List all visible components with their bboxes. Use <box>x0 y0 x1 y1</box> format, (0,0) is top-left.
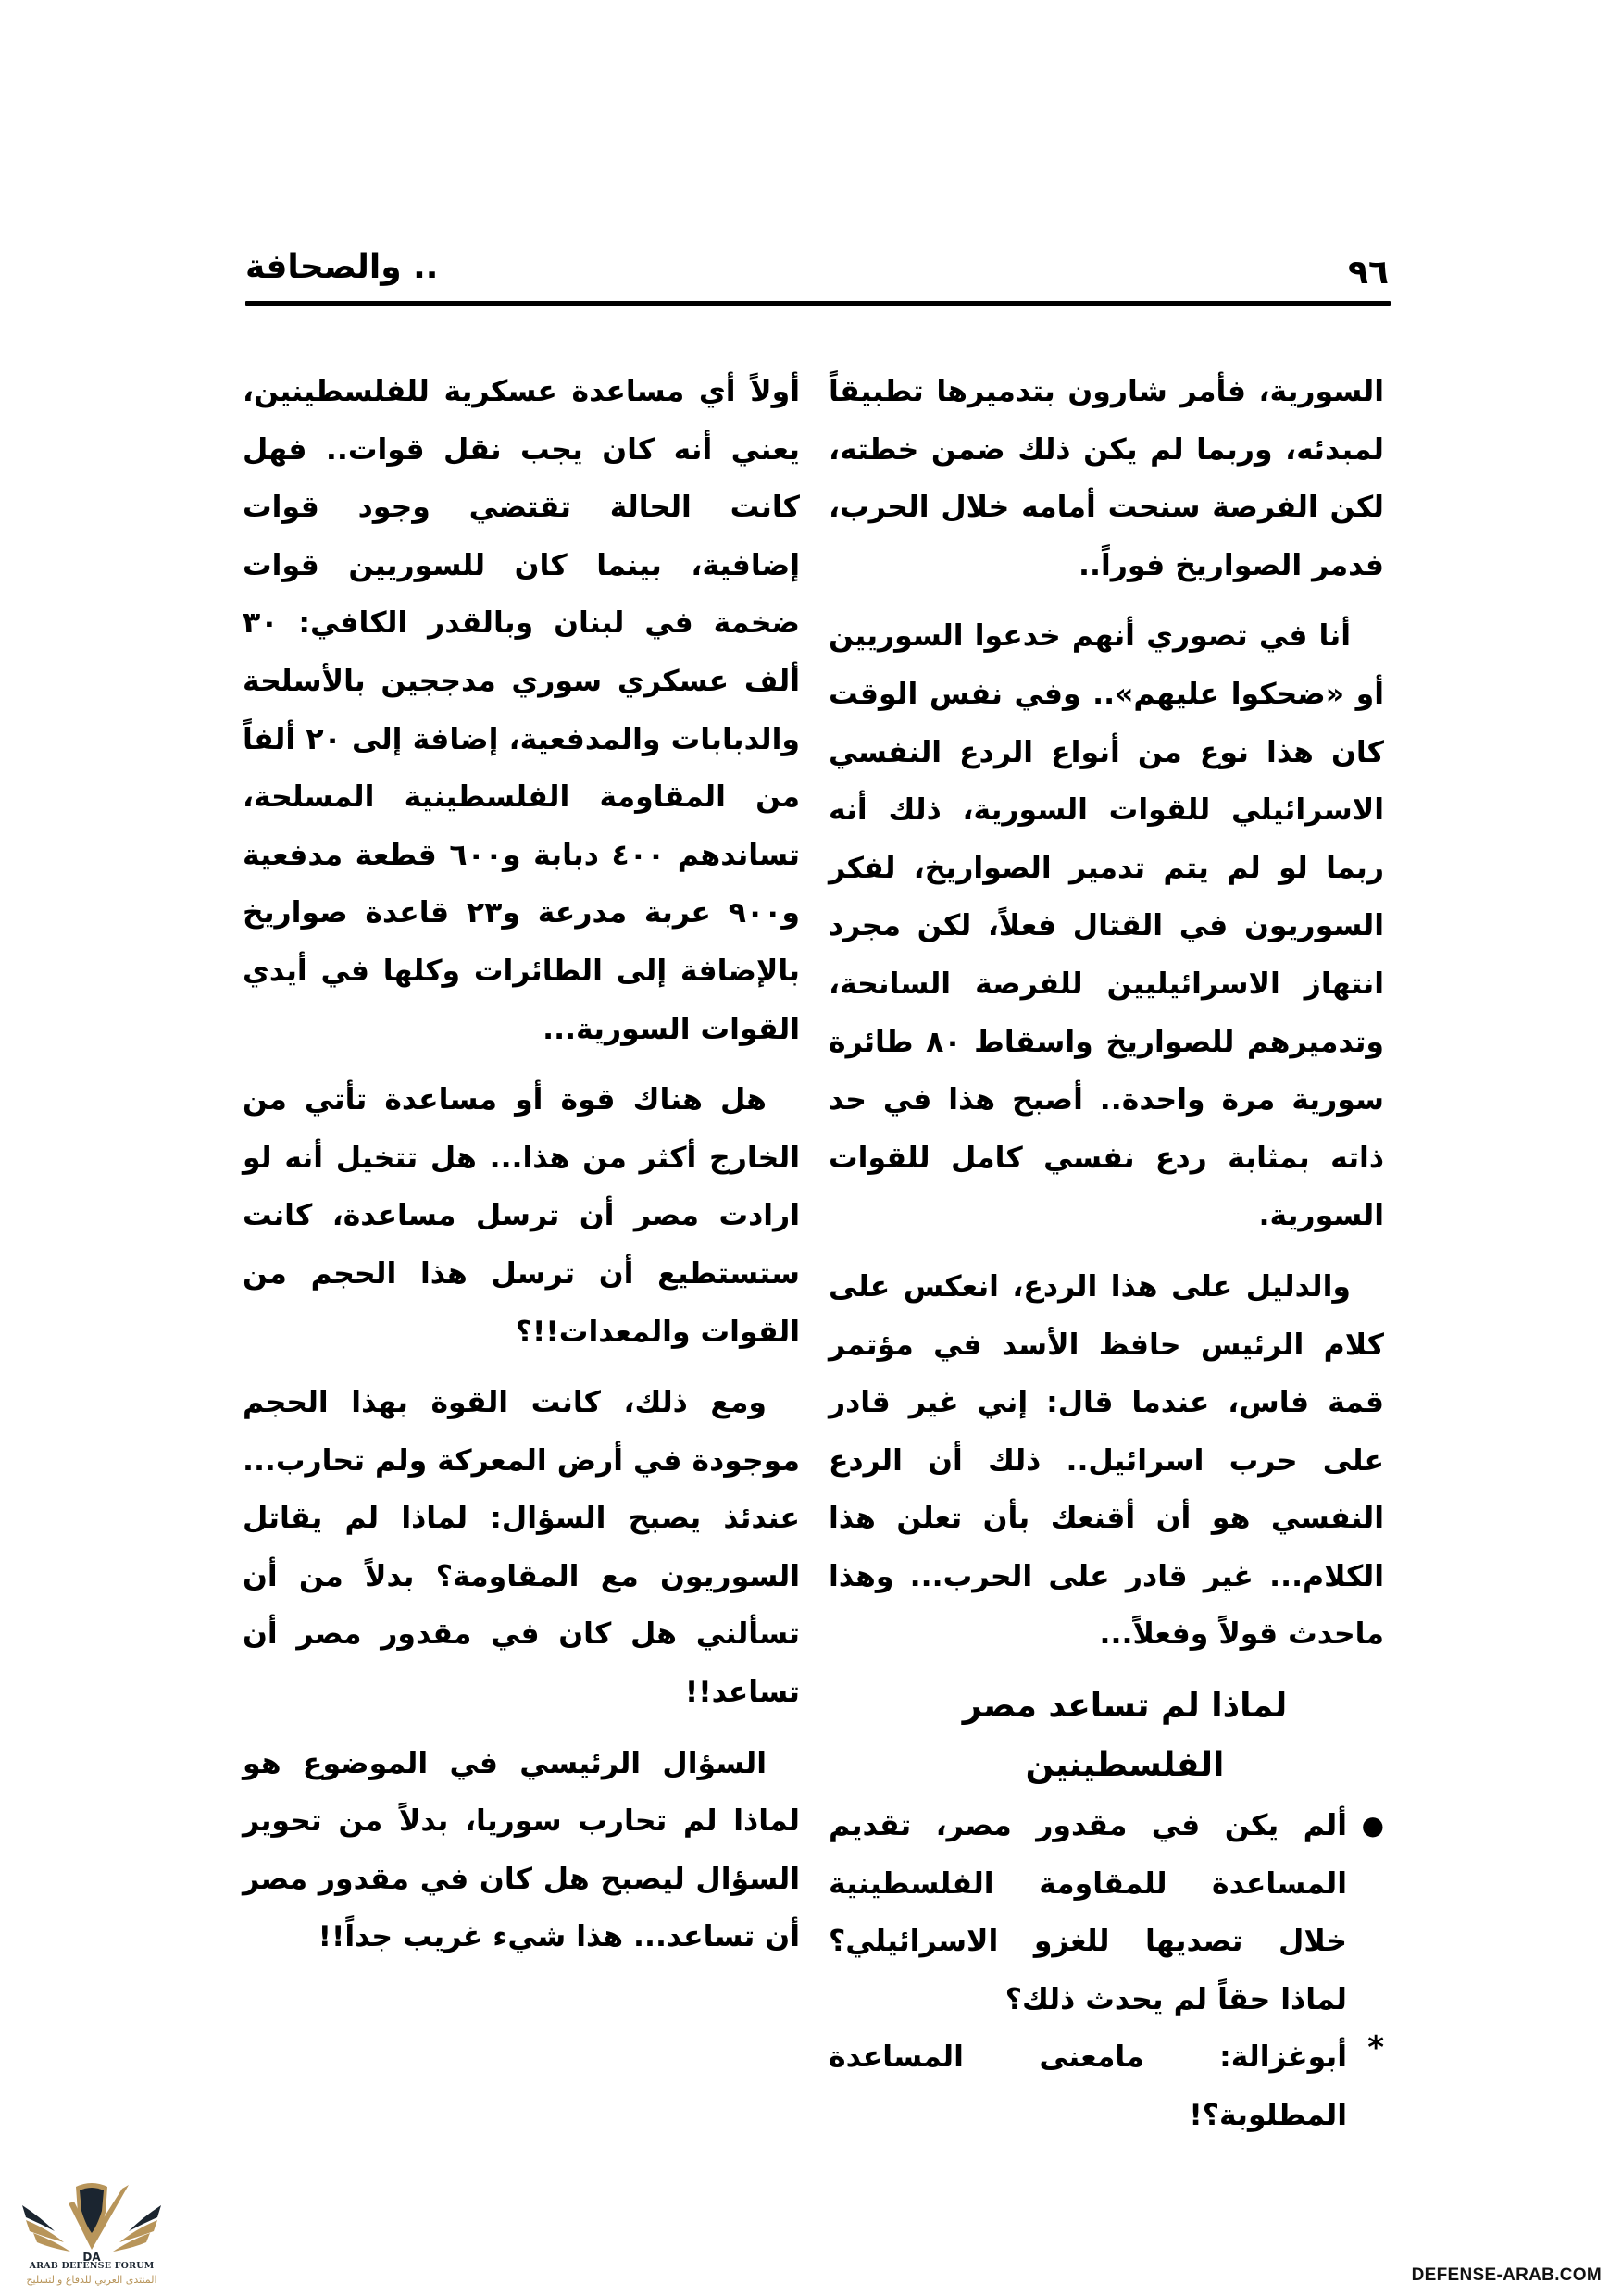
page-header <box>245 243 1389 307</box>
section-heading: لماذا لم تساعد مصر الفلسطينين <box>962 1687 1288 1785</box>
asterisk-icon: * <box>1367 2029 1384 2067</box>
paragraph: والدليل على هذا الردع، انعكس على كلام الرئيس حافظ الأسد في مؤتمر قمة فاس، عندما قال: إني غير قادر على حرب اسرائيل.. ذلك أن الردع النفسي هو أن أقنعك بأن تعلن هذا الكلام... غير قادر على الحرب... وهذا ماحدث قولاً وفعلاً... <box>829 1269 1384 1652</box>
answer-text: أبوغزالة: مامعنى المساعدة المطلوبة؟! <box>829 2040 1347 2133</box>
paragraph: السؤال الرئيسي في الموضوع هو لماذا لم تحارب سوريا، بدلاً من تحوير السؤال ليصبح هل كان في مقدور مصر أن تساعد... هذا شيء غريب جداً!! <box>243 1746 800 1954</box>
bullet-icon: ● <box>1361 1810 1384 1841</box>
forum-logo <box>13 2176 170 2291</box>
paragraph: السورية، فأمر شارون بتدميرها تطبيقاً لمبدئه، وربما لم يكن ذلك ضمن خطته، لكن الفرصة سنحت أمامه خلال الحرب، فدمر الصواريخ فوراً.. <box>829 375 1384 582</box>
forum-logo-subtitle: المنتدى العربي للدفاع والتسليح <box>26 2274 157 2286</box>
shield-wings-icon <box>13 2176 170 2264</box>
running-title: .. والصحافة <box>245 248 439 286</box>
paragraph: هل هناك قوة أو مساعدة تأتي من الخارج أكثر من هذا... هل تتخيل أنه لو ارادت مصر أن ترسل مساعدة، كانت ستستطيع أن ترسل هذا الحجم من القوات والمعدات!!؟ <box>243 1083 800 1349</box>
forum-logo-title: ARAB DEFENSE FORUM <box>29 2261 155 2271</box>
interview-question <box>829 1797 1384 2028</box>
interview-answer <box>829 2028 1384 2144</box>
watermark-site-url: DEFENSE-ARAB.COM <box>1411 2265 1602 2285</box>
left-column <box>243 363 800 1979</box>
svg-text:DA: DA <box>82 2251 101 2264</box>
question-text: ألم يكن في مقدور مصر، تقديم المساعدة للمقاومة الفلسطينية خلال تصديها للغزو الاسرائيلي؟ لماذا حقاً لم يحدث ذلك؟ <box>829 1809 1347 2016</box>
paragraph: أنا في تصوري أنهم خدعوا السوريين أو «ضحكوا عليهم».. وفي نفس الوقت كان هذا نوع من أنواع الردع النفسي الاسرائيلي للقوات السورية، ذلك أنه ربما لو لم يتم تدمير الصواريخ، لفكر السوريون في القتال فعلاً، لكن مجرد انتهاز الاسرائيليين للفرصة السانحة، وتدميرهم للصواريخ واسقاط ٨٠ طائرة سورية مرة واحدة.. أصبح هذا في حد ذاته بمثابة ردع نفسي كامل للقوات السورية. <box>829 619 1384 1233</box>
page-number: ٩٦ <box>1348 254 1389 292</box>
paragraph: أولاً أي مساعدة عسكرية للفلسطينين، يعني أنه كان يجب نقل قوات.. فهل كانت الحالة تقتضي وجود قوات إضافية، بينما كان للسوريين قوات ضخمة في لبنان وبالقدر الكافي: ٣٠ ألف عسكري سوري مدججين بالأسلحة والدبابات والمدفعية، إضافة إلى ٢٠ ألفاً من المقاومة الفلسطينية المسلحة، تساندهم ٤٠٠ دبابة و٦٠٠ قطعة مدفعية و٩٠٠ عربة مدرعة و٢٣ قاعدة صواريخ بالإضافة إلى الطائرات وكلها في أيدي القوات السورية... <box>243 375 800 1046</box>
header-rule <box>245 301 1391 306</box>
right-column <box>829 363 1384 2145</box>
paragraph: ومع ذلك، كانت القوة بهذا الحجم موجودة في أرض المعركة ولم تحارب... عندئذ يصبح السؤال: لماذا لم يقاتل السوريون مع المقاومة؟ بدلاً من أن تسألني هل كان في مقدور مصر أن تساعد!! <box>243 1386 800 1710</box>
